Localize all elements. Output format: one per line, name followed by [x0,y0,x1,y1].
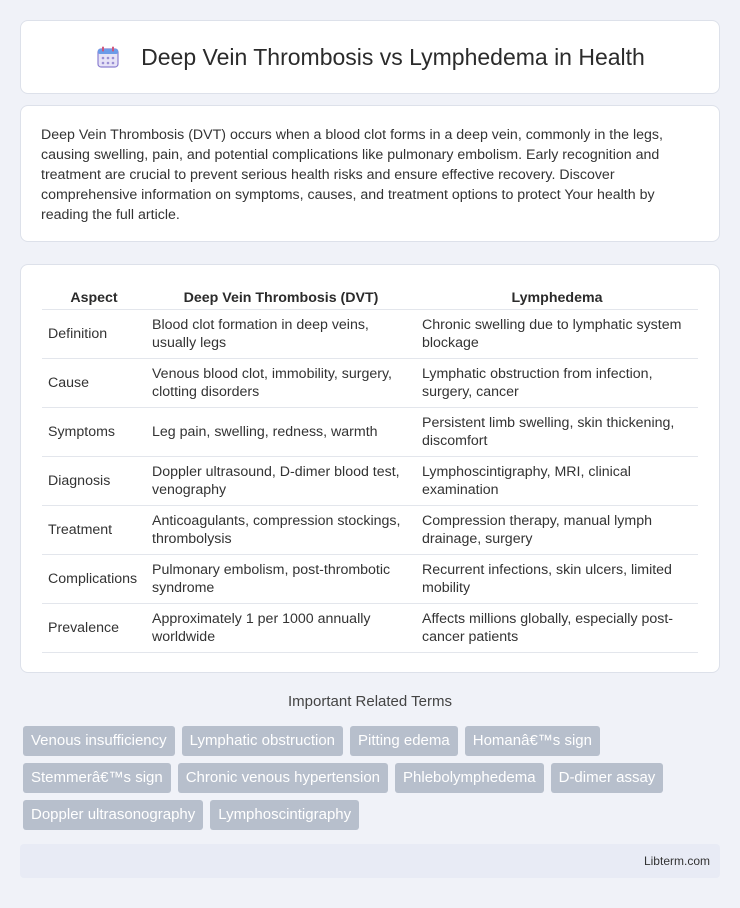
dvt-cell: Doppler ultrasound, D-dimer blood test, venography [146,456,416,505]
related-terms-list [23,726,723,830]
dvt-cell: Approximately 1 per 1000 annually worldwide [146,603,416,652]
related-term-tag[interactable]: Stemmerâ€™s sign [23,763,171,793]
aspect-cell: Prevalence [42,603,146,652]
column-header-aspect: Aspect [42,285,146,309]
column-header-dvt: Deep Vein Thrombosis (DVT) [146,285,416,309]
comparison-table-card [20,264,720,673]
aspect-cell: Cause [42,358,146,407]
lymphedema-cell: Chronic swelling due to lymphatic system blockage [416,309,698,358]
dvt-cell: Venous blood clot, immobility, surgery, clotting disorders [146,358,416,407]
aspect-cell: Complications [42,554,146,603]
related-term-tag[interactable]: Doppler ultrasonography [23,800,203,830]
table-row [42,407,698,456]
lymphedema-cell: Lymphoscintigraphy, MRI, clinical examination [416,456,698,505]
related-term-tag[interactable]: Lymphatic obstruction [182,726,343,756]
aspect-cell: Diagnosis [42,456,146,505]
table-row [42,358,698,407]
intro-card [20,105,720,242]
related-term-tag[interactable]: Venous insufficiency [23,726,175,756]
dvt-cell: Blood clot formation in deep veins, usually legs [146,309,416,358]
dvt-cell: Pulmonary embolism, post-thrombotic syndrome [146,554,416,603]
footer [20,844,720,878]
title-card [20,20,720,94]
lymphedema-cell: Compression therapy, manual lymph drainage, surgery [416,505,698,554]
related-term-tag[interactable]: Chronic venous hypertension [178,763,388,793]
table-row [42,456,698,505]
related-term-tag[interactable]: Homanâ€™s sign [465,726,600,756]
related-term-tag[interactable]: D-dimer assay [551,763,664,793]
lymphedema-cell: Persistent limb swelling, skin thickening, discomfort [416,407,698,456]
page-title: Deep Vein Thrombosis vs Lymphedema in Health [141,43,645,70]
lymphedema-cell: Recurrent infections, skin ulcers, limited mobility [416,554,698,603]
table-row [42,554,698,603]
table-row [42,505,698,554]
column-header-lymphedema: Lymphedema [416,285,698,309]
table-header-row [42,285,698,309]
calendar-icon [95,44,121,70]
aspect-cell: Treatment [42,505,146,554]
table-row [42,603,698,652]
related-term-tag[interactable]: Phlebolymphedema [395,763,544,793]
comparison-table [42,285,698,653]
dvt-cell: Leg pain, swelling, redness, warmth [146,407,416,456]
lymphedema-cell: Affects millions globally, especially post-cancer patients [416,603,698,652]
lymphedema-cell: Lymphatic obstruction from infection, surgery, cancer [416,358,698,407]
table-row [42,309,698,358]
footer-site-link[interactable]: Libterm.com [643,854,710,868]
related-term-tag[interactable]: Pitting edema [350,726,458,756]
aspect-cell: Definition [42,309,146,358]
intro-text: Deep Vein Thrombosis (DVT) occurs when a blood clot forms in a deep vein, commonly in the legs, causing swelling, pain, and potential complications like pulmonary embolism. Early recognition and treatment are crucial to prevent serious health risks and ensure effective recovery. Discover comprehensive information on symptoms, causes, and treatment options to protect Your health by reading the full article. [41,127,663,223]
dvt-cell: Anticoagulants, compression stockings, thrombolysis [146,505,416,554]
related-terms-title: Important Related Terms [288,693,452,710]
aspect-cell: Symptoms [42,407,146,456]
related-term-tag[interactable]: Lymphoscintigraphy [210,800,359,830]
